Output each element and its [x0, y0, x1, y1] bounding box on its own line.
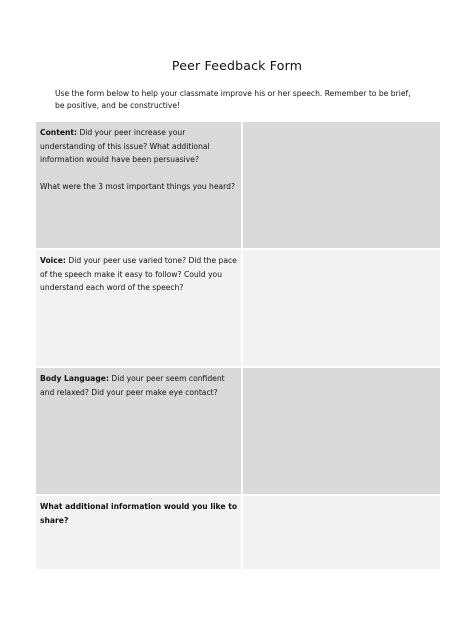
question-text: Did your peer seem confident and relaxed? Did your peer make eye contact? — [40, 374, 225, 397]
question-text: Did your peer use varied tone? Did the pace of the speech make it easy to follow? Could you understand each word of the speech? — [40, 256, 237, 292]
question-cell-content — [36, 122, 241, 248]
table-row-voice — [36, 250, 440, 366]
table-row-content — [36, 122, 440, 248]
question-heading: Voice: — [40, 256, 66, 265]
answer-cell-voice[interactable] — [243, 250, 440, 366]
question-text: Did your peer increase your understanding of this issue? What additional information would have been persuasive? — [40, 128, 210, 164]
feedback-table — [34, 120, 442, 571]
table-row-additional-info — [36, 496, 440, 569]
question-cell-voice — [36, 250, 241, 366]
question-heading: What additional information would you like to share? — [40, 502, 238, 525]
answer-cell-body-language[interactable] — [243, 368, 440, 494]
question-cell-body-language — [36, 368, 241, 494]
question-text: What were the 3 most important things you heard? — [40, 181, 235, 191]
answer-cell-additional-info[interactable] — [243, 496, 440, 569]
answer-cell-content[interactable] — [243, 122, 440, 248]
question-heading: Content: — [40, 128, 78, 137]
form-title: Peer Feedback Form — [171, 58, 303, 73]
question-cell-additional-info — [36, 496, 241, 569]
table-row-body-language — [36, 368, 440, 494]
instructions-text: Use the form below to help your classmate improve his or her speech. Remember to be brief, be positive, and be constructive! — [55, 89, 411, 110]
question-heading: Body Language: — [40, 374, 109, 383]
